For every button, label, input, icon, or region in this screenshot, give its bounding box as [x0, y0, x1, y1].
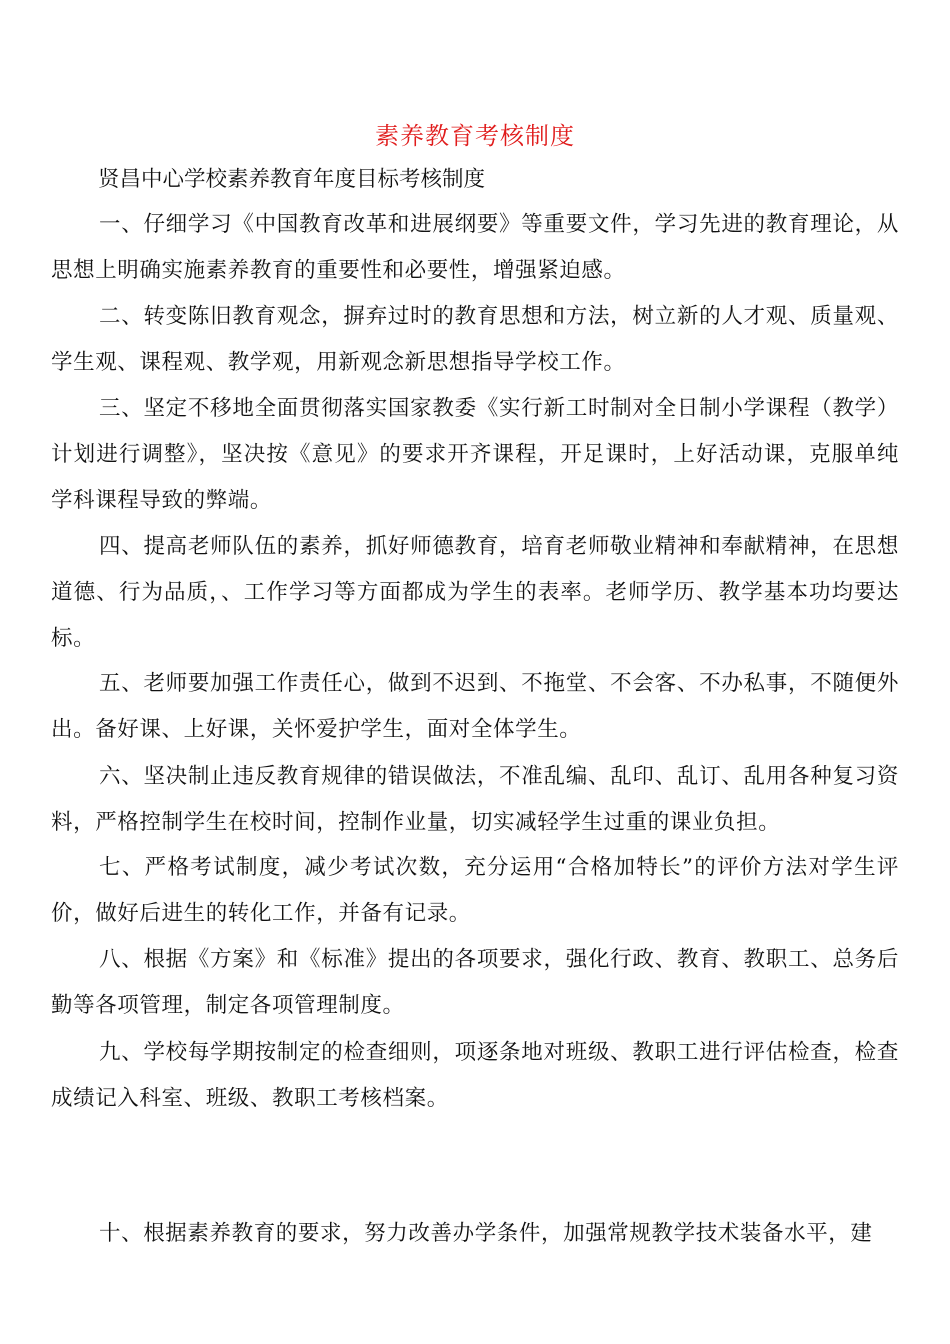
- paragraph-8: 八、根据《方案》和《标准》提出的各项要求，强化行政、教育、教职工、总务后勤等各项管理，制定各项管理制度。: [51, 947, 899, 1018]
- paragraph-7: 七、严格考试制度，减少考试次数，充分运用“合格加特长”的评价方法对学生评价，做好后进生的转化工作，并备有记录。: [51, 855, 899, 926]
- paragraph-2: 二、转变陈旧教育观念，摒弃过时的教育思想和方法，树立新的人才观、质量观、学生观、课程观、教学观，用新观念新思想指导学校工作。: [51, 304, 899, 375]
- paragraph-5: 五、老师要加强工作责任心，做到不迟到、不拖堂、不会客、不办私事，不随便外出。备好课、上好课，关怀爱护学生，面对全体学生。: [51, 671, 899, 742]
- paragraph-10: 十、根据素养教育的要求，努力改善办学条件，加强常规教学技术装备水平，建: [99, 1221, 873, 1246]
- paragraph-9: 九、学校每学期按制定的检查细则，项逐条地对班级、教职工进行评估检查，检查成绩记入科室、班级、教职工考核档案。: [51, 1040, 899, 1111]
- document-subtitle: 贤昌中心学校素养教育年度目标考核制度: [98, 167, 486, 192]
- paragraph-3: 三、坚定不移地全面贯彻落实国家教委《实行新工时制对全日制小学课程（教学）计划进行调整》，坚决按《意见》的要求开齐课程，开足课时，上好活动课，克服单纯学科课程导致的弊端。: [51, 396, 899, 513]
- paragraph-6: 六、坚决制止违反教育规律的错误做法，不准乱编、乱印、乱订、乱用各种复习资料，严格控制学生在校时间，控制作业量，切实减轻学生过重的课业负担。: [51, 764, 899, 835]
- document-title: 素养教育考核制度: [375, 122, 575, 150]
- paragraph-1: 一、仔细学习《中国教育改革和进展纲要》等重要文件，学习先进的教育理论，从思想上明确实施素养教育的重要性和必要性，增强紧迫感。: [51, 212, 899, 283]
- paragraph-4: 四、提高老师队伍的素养，抓好师德教育，培育老师敬业精神和奉献精神，在思想道德、行为品质，、工作学习等方面都成为学生的表率。老师学历、教学基本功均要达标。: [51, 534, 899, 651]
